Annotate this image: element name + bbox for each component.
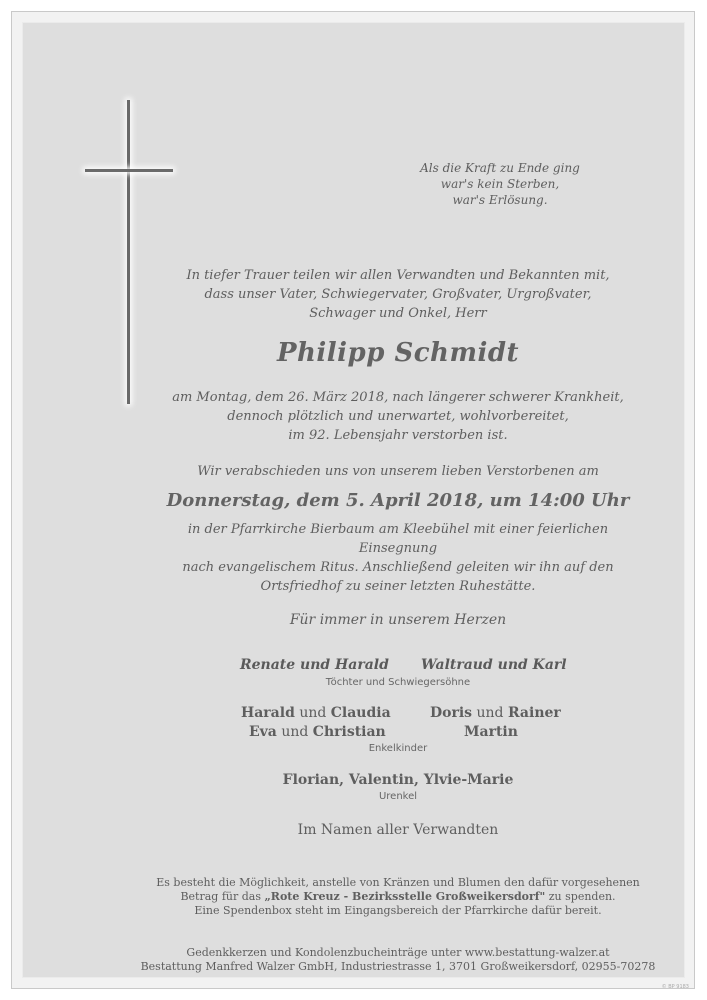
- donation-recipient: „Rote Kreuz - Bezirksstelle Großweikersdorf": [264, 890, 546, 903]
- quote-line-2: war's kein Sterben,: [440, 177, 560, 191]
- grandchild-name: Christian: [312, 724, 386, 740]
- grandchild-name: Harald: [241, 705, 295, 721]
- death-line-2: dennoch plötzlich und unerwartet, wohlvorbereitet,: [227, 409, 569, 424]
- death-text: [150, 388, 646, 445]
- grandchild-name: Rainer: [507, 705, 561, 721]
- relatives-text: Im Namen aller Verwandten: [297, 822, 499, 838]
- grandchild-name: Martin: [464, 724, 518, 740]
- footer: [120, 946, 676, 974]
- grandchildren-right-1: [430, 705, 561, 721]
- quote-line-3: war's Erlösung.: [452, 193, 548, 207]
- deceased-name: Philipp Schmidt: [276, 338, 520, 368]
- conjunction: und: [476, 705, 504, 721]
- death-line-1: am Montag, dem 26. März 2018, nach längerer schwerer Krankheit,: [172, 390, 624, 405]
- daughter-left: Renate und Harald: [240, 657, 389, 673]
- death-line-3: im 92. Lebensjahr verstorben ist.: [288, 428, 508, 443]
- donation-text: [120, 876, 676, 918]
- ceremony-line-3: Ortsfriedhof zu seiner letzten Ruhestätte.: [260, 579, 536, 594]
- forever-text: Für immer in unserem Herzen: [289, 612, 507, 628]
- intro-text: [150, 266, 646, 323]
- great-grandchildren-caption: Urenkel: [378, 791, 418, 802]
- grandchildren-right-2: [464, 724, 518, 740]
- grandchildren-left-2: [249, 724, 386, 740]
- quote-line-1: Als die Kraft zu Ende ging: [420, 161, 580, 175]
- grandchild-name: Doris: [430, 705, 473, 721]
- conjunction: und: [281, 724, 309, 740]
- cross-icon-vertical: [127, 100, 130, 404]
- donation-line-3: Eine Spendenbox steht im Eingangsbereich der Pfarrkirche dafür bereit.: [194, 904, 602, 917]
- footer-line-1: Gedenkkerzen und Kondolenzbucheinträge unter www.bestattung-walzer.at: [186, 946, 610, 959]
- great-grandchildren-names: Florian, Valentin, Ylvie-Marie: [282, 772, 514, 788]
- ceremony-text: [150, 520, 646, 596]
- quote: [388, 160, 612, 208]
- intro-line-3: Schwager und Onkel, Herr: [309, 306, 487, 321]
- intro-line-2: dass unser Vater, Schwiegervater, Großvater, Urgroßvater,: [204, 287, 592, 302]
- grandchild-name: Eva: [249, 724, 277, 740]
- conjunction: und: [299, 705, 327, 721]
- donation-line-2-post: zu spenden.: [548, 890, 616, 903]
- grandchildren-left-1: [241, 705, 391, 721]
- donation-line-2: [120, 890, 676, 904]
- grandchildren-caption: Enkelkinder: [368, 743, 428, 754]
- donation-line-1: Es besteht die Möglichkeit, anstelle von Kränzen und Blumen den dafür vorgesehenen: [156, 876, 640, 889]
- cross-icon-horizontal: [85, 169, 173, 172]
- grandchild-name: Claudia: [330, 705, 391, 721]
- ceremony-line-1: in der Pfarrkirche Bierbaum am Kleebühel mit einer feierlichen Einsegnung: [187, 522, 609, 556]
- ceremony-line-2: nach evangelischem Ritus. Anschließend geleiten wir ihn auf den: [182, 560, 614, 575]
- daughter-right: Waltraud und Karl: [421, 657, 567, 673]
- daughters-caption: Töchter und Schwiegersöhne: [325, 677, 471, 688]
- footer-line-2: Bestattung Manfred Walzer GmbH, Industriestrasse 1, 3701 Großweikersdorf, 02955-70278: [140, 960, 656, 973]
- farewell-text: Wir verabschieden uns von unserem lieben Verstorbenen am: [197, 464, 599, 479]
- funeral-date: Donnerstag, dem 5. April 2018, um 14:00 Uhr: [166, 490, 630, 511]
- print-code: © BP 9183: [661, 984, 689, 990]
- intro-line-1: In tiefer Trauer teilen wir allen Verwandten und Bekannten mit,: [186, 268, 610, 283]
- donation-line-2-pre: Betrag für das: [180, 890, 261, 903]
- great-grandchildren: [150, 772, 646, 788]
